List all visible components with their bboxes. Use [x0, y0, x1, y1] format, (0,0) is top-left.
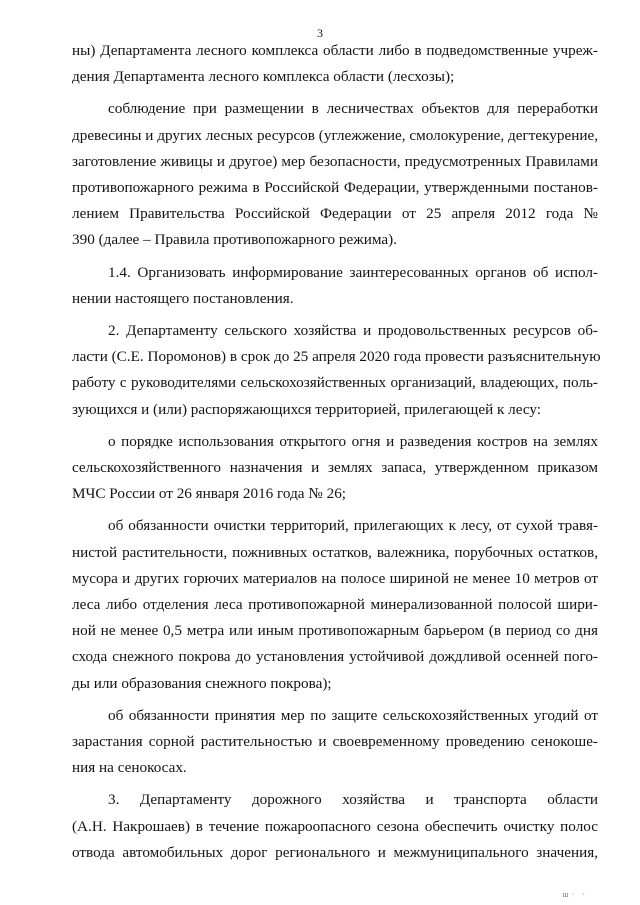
paragraph-continuation [72, 38, 598, 90]
text-line: отвода автомобильных дорог регионального и межмуниципального значения, [72, 843, 598, 861]
paragraph-open-fire-order [72, 429, 598, 508]
text-line: ны) Департамента лесного комплекса области либо в подведомственные учреж- [72, 42, 598, 59]
page-number: 3 [317, 26, 323, 40]
paragraph-item-1-4 [72, 260, 598, 312]
text-line: лением Правительства Российской Федерации от 25 апреля 2012 года № [72, 205, 598, 223]
text-line: ласти (С.Е. Поромонов) в срок до 25 апреля 2020 года провести разъяснительную [72, 348, 601, 366]
text-line: зарастания сорной растительностью и своевременному проведению сенокоше- [72, 733, 598, 751]
text-line: об обязанности принятия мер по защите сельскохозяйственных угодий от [108, 706, 598, 724]
text-line: ды или образования снежного покрова); [72, 674, 332, 692]
text-line: соблюдение при размещении в лесничествах объектов для переработки [108, 100, 598, 118]
paragraph-land-protection [72, 703, 598, 782]
text-line: нистой растительности, пожнивных остатков, валежника, порубочных остатков, [72, 543, 598, 561]
paragraph-safety-measures [72, 96, 598, 253]
paragraph-cleaning-duty [72, 513, 598, 696]
text-line: леса либо отделения леса противопожарной минерализованной полосой шири- [72, 596, 598, 614]
text-line: мусора и других горючих материалов на полосе шириной не менее 10 метров от [72, 569, 598, 587]
text-line: ния на сенокосах. [72, 759, 187, 777]
text-line: заготовление живицы и другое) мер безопасности, предусмотренных Правилами [72, 152, 598, 170]
text-line: противопожарного режима в Российской Федерации, утвержденными постанов- [72, 179, 598, 197]
text-line: 2. Департаменту сельского хозяйства и продовольственных ресурсов об- [108, 322, 598, 340]
text-line: сельскохозяйственного назначения и землях запаса, утвержденном приказом [72, 459, 598, 477]
text-line: схода снежного покрова до установления устойчивой дождливой осенней пого- [72, 648, 598, 666]
paragraph-item-2 [72, 318, 601, 423]
text-line: о порядке использования открытого огня и разведения костров на землях [108, 432, 598, 450]
text-line: (А.Н. Накрошаев) в течение пожароопасного сезона обеспечить очистку полос [72, 817, 598, 835]
text-line: зующихся и (или) распоряжающихся территорией, прилегающей к лесу: [72, 400, 542, 418]
text-line: об обязанности очистки территорий, прилегающих к лесу, от сухой травя- [108, 517, 598, 535]
text-line: работу с руководителями сельскохозяйственных организаций, владеющих, поль- [72, 374, 598, 392]
text-line: МЧС России от 26 января 2016 года № 26; [72, 485, 347, 503]
text-line: 3. Департаменту дорожного хозяйства и транспорта области [108, 791, 598, 809]
text-line: древесины и других лесных ресурсов (углежжение, смолокурение, дегтекурение, [72, 126, 598, 144]
text-line: 1.4. Организовать информирование заинтересованных органов об испол- [108, 263, 598, 281]
footer-mark: ш· · [562, 890, 588, 899]
text-line: дения Департамента лесного комплекса области (лесхозы); [72, 68, 455, 86]
text-line: 390 (далее – Правила противопожарного режима). [72, 231, 397, 249]
text-line: нении настоящего постановления. [72, 289, 294, 307]
paragraph-item-3 [72, 787, 598, 866]
document-body [72, 38, 601, 866]
text-line: ной не менее 0,5 метра или иным противопожарным барьером (в период со дня [72, 622, 598, 640]
